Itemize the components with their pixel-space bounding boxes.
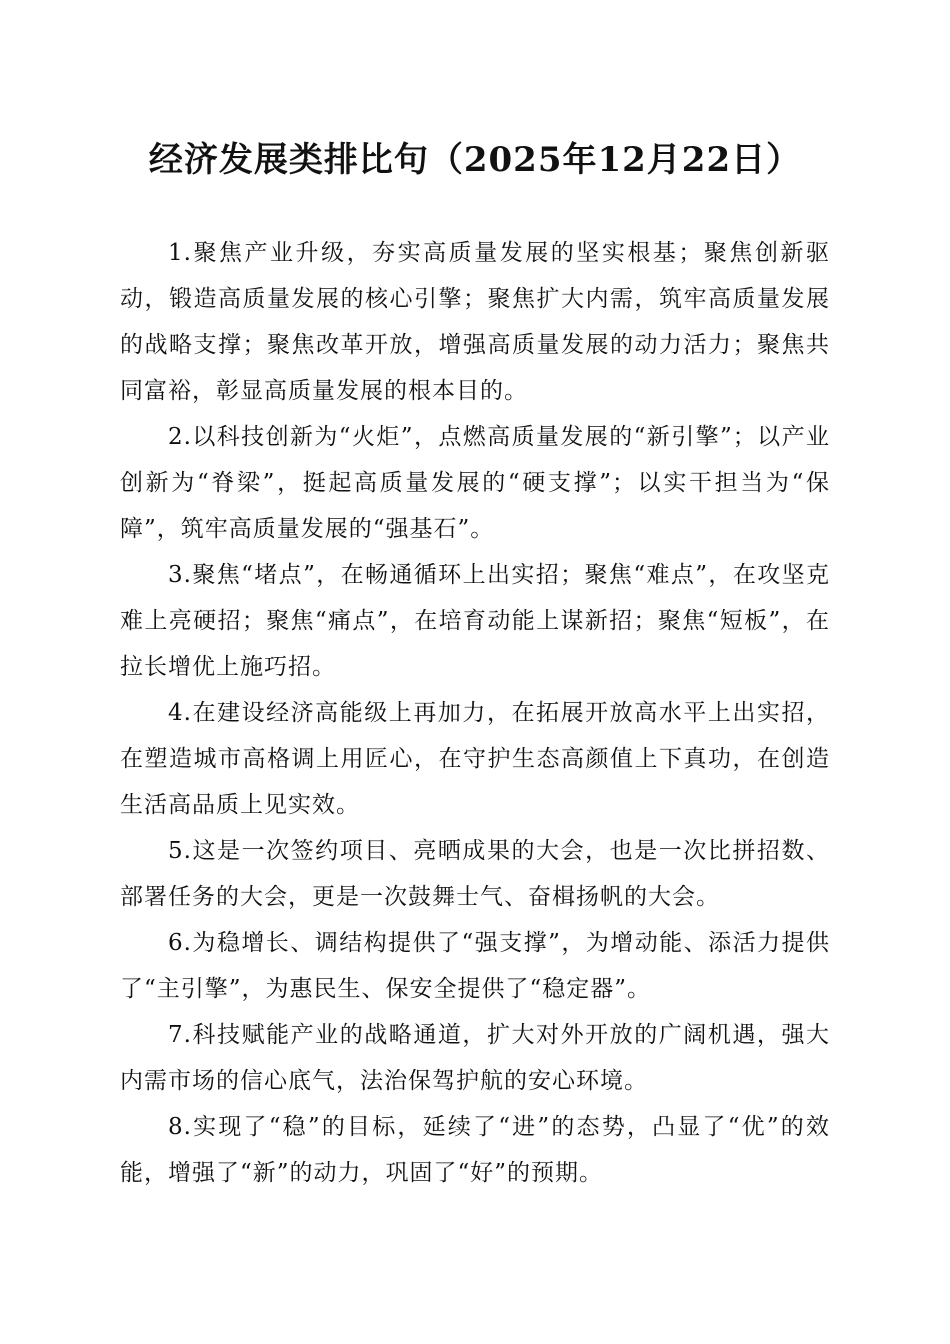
paragraph-8: 8.实现了“稳”的目标，延续了“进”的态势，凸显了“优”的效能，增强了“新”的动力，巩固了“好”的预期。 xyxy=(120,1114,830,1186)
paragraph-7: 7.科技赋能产业的战略通道，扩大对外开放的广阔机遇，强大内需市场的信心底气，法治保驾护航的安心环境。 xyxy=(120,1022,830,1094)
paragraph-1: 1.聚焦产业升级，夯实高质量发展的坚实根基；聚焦创新驱动，锻造高质量发展的核心引擎；聚焦扩大内需，筑牢高质量发展的战略支撑；聚焦改革开放，增强高质量发展的动力活力；聚焦共同富裕，彰显高质量发展的根本目的。 xyxy=(120,240,830,404)
paragraph-3: 3.聚焦“堵点”，在畅通循环上出实招；聚焦“难点”，在攻坚克难上亮硬招；聚焦“痛点”，在培育动能上谋新招；聚焦“短板”，在拉长增优上施巧招。 xyxy=(120,562,830,680)
document-title: 经济发展类排比句（2025年12月22日） xyxy=(148,140,802,180)
paragraph-6: 6.为稳增长、调结构提供了“强支撑”，为增动能、添活力提供了“主引擎”，为惠民生、保安全提供了“稳定器”。 xyxy=(120,930,830,1002)
document-body xyxy=(120,230,830,1196)
paragraph-2: 2.以科技创新为“火炬”，点燃高质量发展的“新引擎”；以产业创新为“脊梁”，挺起高质量发展的“硬支撑”；以实干担当为“保障”，筑牢高质量发展的“强基石”。 xyxy=(120,424,830,542)
paragraph-5: 5.这是一次签约项目、亮晒成果的大会，也是一次比拼招数、部署任务的大会，更是一次鼓舞士气、奋楫扬帆的大会。 xyxy=(120,838,830,910)
paragraph-4: 4.在建设经济高能级上再加力，在拓展开放高水平上出实招，在塑造城市高格调上用匠心，在守护生态高颜值上下真功，在创造生活高品质上见实效。 xyxy=(120,700,830,818)
